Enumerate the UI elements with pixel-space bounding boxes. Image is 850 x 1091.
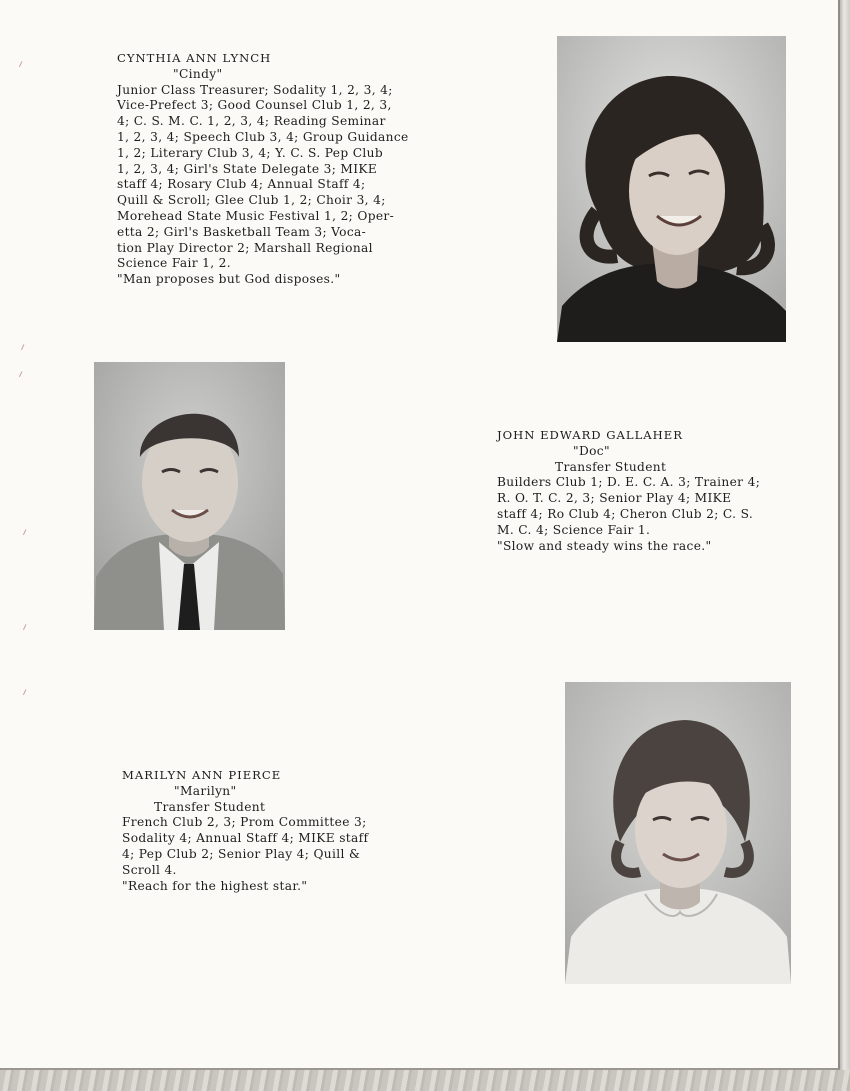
- student-quote: "Reach for the highest star.": [122, 878, 308, 893]
- activity-line: Sodality 4; Annual Staff 4; MIKE staff: [122, 831, 369, 846]
- activity-line: 4; Pep Club 2; Senior Play 4; Quill &: [122, 846, 361, 861]
- portrait-photo-pierce: [565, 682, 791, 984]
- student-name: JOHN EDWARD GALLAHER: [497, 428, 683, 442]
- activity-line: Science Fair 1, 2.: [117, 256, 231, 271]
- student-nickname: "Marilyn": [174, 783, 237, 798]
- activity-line: etta 2; Girl's Basketball Team 3; Voca-: [117, 224, 367, 239]
- activity-line: 4; C. S. M. C. 1, 2, 3, 4; Reading Seminar: [117, 114, 386, 129]
- student-bio-pierce: [122, 768, 368, 894]
- student-nickname: "Cindy": [173, 66, 223, 81]
- activity-line: Quill & Scroll; Glee Club 1, 2; Choir 3, 4;: [117, 193, 386, 208]
- student-nickname: "Doc": [573, 443, 610, 458]
- activity-line: Junior Class Treasurer; Sodality 1, 2, 3, 4;: [117, 82, 393, 97]
- binding-mark: [19, 61, 26, 69]
- activity-line: Scroll 4.: [122, 862, 177, 877]
- binding-mark: [19, 371, 26, 379]
- binding-mark: [21, 344, 28, 352]
- portrait-photo-lynch: [557, 36, 786, 342]
- student-name: MARILYN ANN PIERCE: [122, 768, 282, 782]
- activity-line: Builders Club 1; D. E. C. A. 3; Trainer 4;: [497, 475, 761, 490]
- activity-line: 1, 2, 3, 4; Girl's State Delegate 3; MIKE: [117, 161, 378, 176]
- activity-line: staff 4; Ro Club 4; Cheron Club 2; C. S.: [497, 506, 754, 521]
- activity-line: French Club 2, 3; Prom Committee 3;: [122, 815, 367, 830]
- page-edge-bottom: [0, 1070, 850, 1091]
- student-bio-lynch: [117, 51, 409, 288]
- student-bio-gallaher: [497, 428, 760, 554]
- activity-line: Morehead State Music Festival 1, 2; Oper-: [117, 208, 395, 223]
- binding-mark: [23, 689, 30, 697]
- student-quote: "Man proposes but God disposes.": [117, 272, 341, 287]
- activity-line: tion Play Director 2; Marshall Regional: [117, 240, 373, 255]
- activity-line: staff 4; Rosary Club 4; Annual Staff 4;: [117, 177, 366, 192]
- transfer-label: Transfer Student: [154, 799, 266, 814]
- student-name: CYNTHIA ANN LYNCH: [117, 51, 272, 65]
- page-edge-right: [840, 0, 850, 1091]
- transfer-label: Transfer Student: [555, 459, 667, 474]
- activity-line: 1, 2, 3, 4; Speech Club 3, 4; Group Guidance: [117, 129, 409, 144]
- activity-line: M. C. 4; Science Fair 1.: [497, 522, 651, 537]
- activity-line: Vice-Prefect 3; Good Counsel Club 1, 2, 3,: [117, 98, 392, 113]
- activity-line: R. O. T. C. 2, 3; Senior Play 4; MIKE: [497, 491, 732, 506]
- activity-line: 1, 2; Literary Club 3, 4; Y. C. S. Pep Club: [117, 145, 383, 160]
- binding-mark: [23, 624, 30, 632]
- portrait-photo-gallaher: [94, 362, 285, 630]
- student-quote: "Slow and steady wins the race.": [497, 538, 712, 553]
- binding-mark: [23, 529, 30, 537]
